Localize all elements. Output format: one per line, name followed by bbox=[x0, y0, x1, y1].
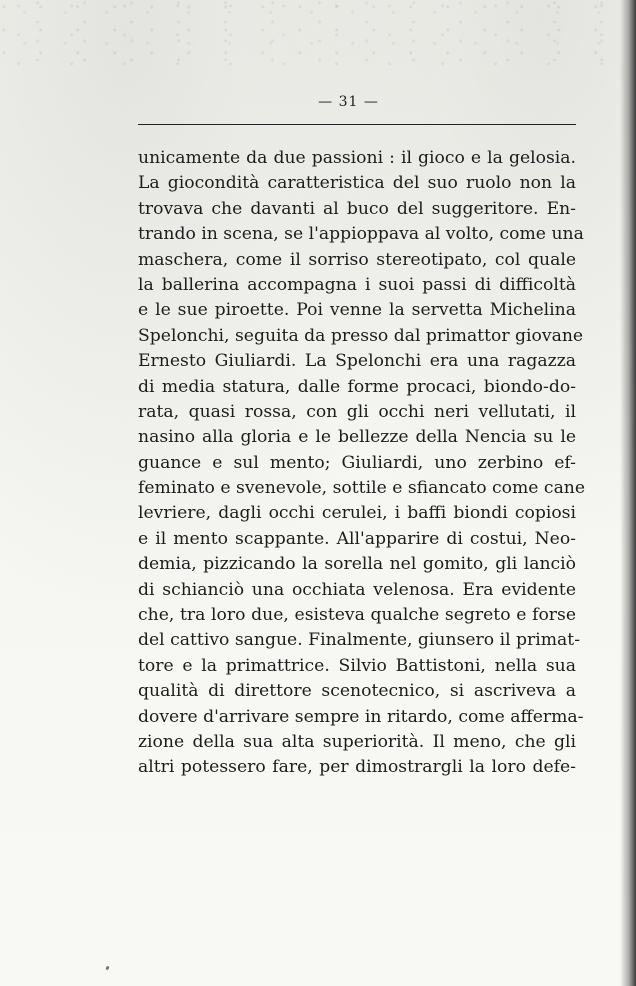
text-line: del cattivo sangue. Finalmente, giunsero il primat- bbox=[138, 630, 581, 651]
text-line: trando in scena, se l'appioppava al volto, come una bbox=[138, 224, 584, 245]
text-line: levriere, dagli occhi cerulei, i baffi biondi copiosi bbox=[138, 503, 576, 524]
text-line: di media statura, dalle forme procaci, biondo-do- bbox=[138, 376, 576, 397]
body-text bbox=[138, 146, 586, 781]
text-line: e il mento scappante. All'apparire di costui, Neo- bbox=[138, 528, 576, 549]
text-line: Spelonchi, seguita da presso dal primattor giovane bbox=[138, 325, 584, 346]
page-edge-shadow bbox=[620, 0, 636, 986]
text-line: feminato e svenevole, sottile e sfiancato come cane bbox=[138, 478, 586, 499]
text-line: qualità di direttore scenotecnico, si ascriveva a bbox=[138, 681, 576, 702]
text-line: zione della sua alta superiorità. Il meno, che gli bbox=[138, 731, 576, 752]
header-rule bbox=[138, 124, 576, 125]
ink-speck bbox=[105, 966, 110, 971]
text-line: La giocondità caratteristica del suo ruolo non la bbox=[138, 173, 576, 194]
text-line: e le sue piroette. Poi venne la servetta Michelina bbox=[138, 300, 576, 321]
text-line: trovava che davanti al buco del suggeritore. En- bbox=[138, 198, 576, 219]
text-line: rata, quasi rossa, con gli occhi neri vellutati, il bbox=[138, 401, 576, 422]
text-line: altri potessero fare, per dimostrargli la loro defe- bbox=[138, 757, 576, 778]
text-line: demia, pizzicando la sorella nel gomito, gli lanciò bbox=[138, 554, 576, 575]
text-line: guance e sul mento; Giuliardi, uno zerbino ef- bbox=[138, 452, 576, 473]
text-line: Ernesto Giuliardi. La Spelonchi era una ragazza bbox=[138, 351, 576, 372]
page-number: — 31 — bbox=[318, 94, 379, 110]
text-line: tore e la primattrice. Silvio Battistoni, nella sua bbox=[138, 655, 576, 676]
text-line: la ballerina accompagna i suoi passi di difficoltà bbox=[138, 274, 576, 295]
text-line: che, tra loro due, esisteva qualche segreto e forse bbox=[138, 605, 576, 626]
text-line: maschera, come il sorriso stereotipato, col quale bbox=[138, 249, 576, 270]
paper-speckle bbox=[0, 0, 620, 70]
text-line: di schianciò una occhiata velenosa. Era evidente bbox=[138, 579, 576, 600]
text-line: dovere d'arrivare sempre in ritardo, come afferma- bbox=[138, 706, 584, 727]
text-line: unicamente da due passioni : il gioco e la gelosia. bbox=[138, 148, 576, 168]
text-line: nasino alla gloria e le bellezze della Nencia su le bbox=[138, 427, 576, 448]
